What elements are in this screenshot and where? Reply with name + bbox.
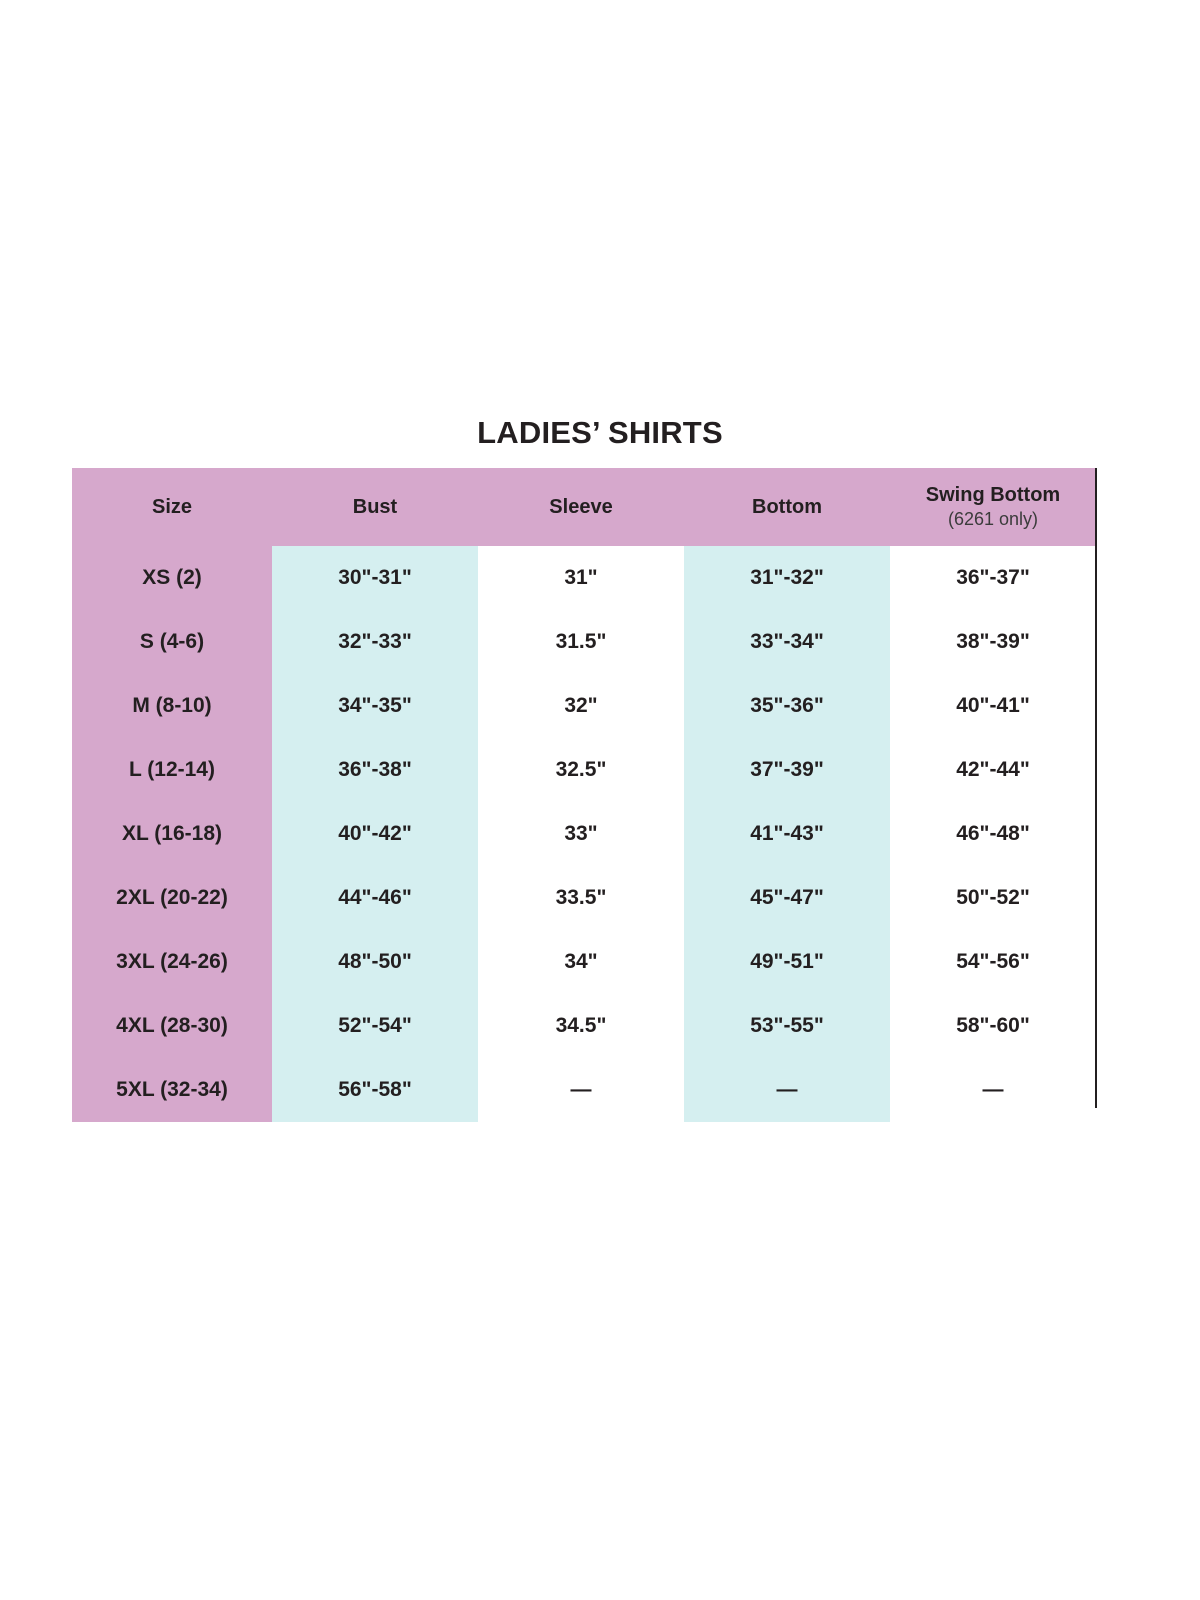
- cell-size: XS (2): [72, 546, 272, 610]
- table-header: [72, 468, 1096, 546]
- column-header-size-label: Size: [151, 495, 193, 518]
- cell-size: 4XL (28-30): [72, 994, 272, 1058]
- cell-bottom: 35"-36": [684, 674, 890, 738]
- table-row: [72, 738, 1096, 802]
- cell-sleeve: 34.5": [478, 994, 684, 1058]
- cell-sleeve: 31": [478, 546, 684, 610]
- cell-sleeve: 33.5": [478, 866, 684, 930]
- cell-bust: 40"-42": [272, 802, 478, 866]
- table-row: [72, 994, 1096, 1058]
- table-row: [72, 546, 1096, 610]
- column-header-bottom: [684, 468, 890, 546]
- cell-bottom: 45"-47": [684, 866, 890, 930]
- cell-sleeve: 33": [478, 802, 684, 866]
- cell-bottom: 53"-55": [684, 994, 890, 1058]
- page-title: LADIES’ SHIRTS: [477, 415, 723, 450]
- cell-bottom: 33"-34": [684, 610, 890, 674]
- cell-bottom: 41"-43": [684, 802, 890, 866]
- cell-bust: 44"-46": [272, 866, 478, 930]
- cell-bust: 56"-58": [272, 1058, 478, 1122]
- column-header-swing-bottom-label: Swing Bottom: [925, 484, 1061, 506]
- cell-size: L (12-14): [72, 738, 272, 802]
- cell-swing-bottom: 58"-60": [890, 994, 1096, 1058]
- column-header-bottom-label: Bottom: [752, 495, 822, 518]
- cell-bottom: 37"-39": [684, 738, 890, 802]
- table-row: [72, 866, 1096, 930]
- size-table-wrapper: [72, 468, 1096, 1122]
- cell-swing-bottom: 54"-56": [890, 930, 1096, 994]
- cell-bust: 30"-31": [272, 546, 478, 610]
- cell-size: 2XL (20-22): [72, 866, 272, 930]
- cell-sleeve: —: [478, 1058, 684, 1122]
- table-body: [72, 546, 1096, 1122]
- table-row: [72, 610, 1096, 674]
- cell-size: 3XL (24-26): [72, 930, 272, 994]
- table-row: [72, 1058, 1096, 1122]
- cell-swing-bottom: 38"-39": [890, 610, 1096, 674]
- cell-size: XL (16-18): [72, 802, 272, 866]
- cell-bottom: 49"-51": [684, 930, 890, 994]
- cell-bottom: —: [684, 1058, 890, 1122]
- table-row: [72, 674, 1096, 738]
- cell-sleeve: 32.5": [478, 738, 684, 802]
- table-right-rule: [1095, 468, 1097, 1108]
- cell-bust: 36"-38": [272, 738, 478, 802]
- column-header-swing-bottom-note: (6261 only): [947, 509, 1039, 529]
- column-header-bust: [272, 468, 478, 546]
- cell-sleeve: 32": [478, 674, 684, 738]
- cell-swing-bottom: —: [890, 1058, 1096, 1122]
- column-header-size: [72, 468, 272, 546]
- cell-bust: 32"-33": [272, 610, 478, 674]
- cell-bust: 48"-50": [272, 930, 478, 994]
- cell-swing-bottom: 46"-48": [890, 802, 1096, 866]
- cell-swing-bottom: 36"-37": [890, 546, 1096, 610]
- cell-swing-bottom: 42"-44": [890, 738, 1096, 802]
- cell-bust: 52"-54": [272, 994, 478, 1058]
- size-table: [72, 468, 1096, 1122]
- column-header-sleeve: [478, 468, 684, 546]
- cell-bottom: 31"-32": [684, 546, 890, 610]
- table-row: [72, 930, 1096, 994]
- cell-size: 5XL (32-34): [72, 1058, 272, 1122]
- column-header-sleeve-label: Sleeve: [549, 495, 613, 518]
- cell-bust: 34"-35": [272, 674, 478, 738]
- column-header-bust-label: Bust: [352, 495, 398, 518]
- table-row: [72, 802, 1096, 866]
- table-header-row: [72, 468, 1096, 546]
- column-header-swing-bottom: [890, 468, 1096, 546]
- cell-sleeve: 31.5": [478, 610, 684, 674]
- cell-swing-bottom: 50"-52": [890, 866, 1096, 930]
- cell-size: S (4-6): [72, 610, 272, 674]
- cell-sleeve: 34": [478, 930, 684, 994]
- cell-size: M (8-10): [72, 674, 272, 738]
- cell-swing-bottom: 40"-41": [890, 674, 1096, 738]
